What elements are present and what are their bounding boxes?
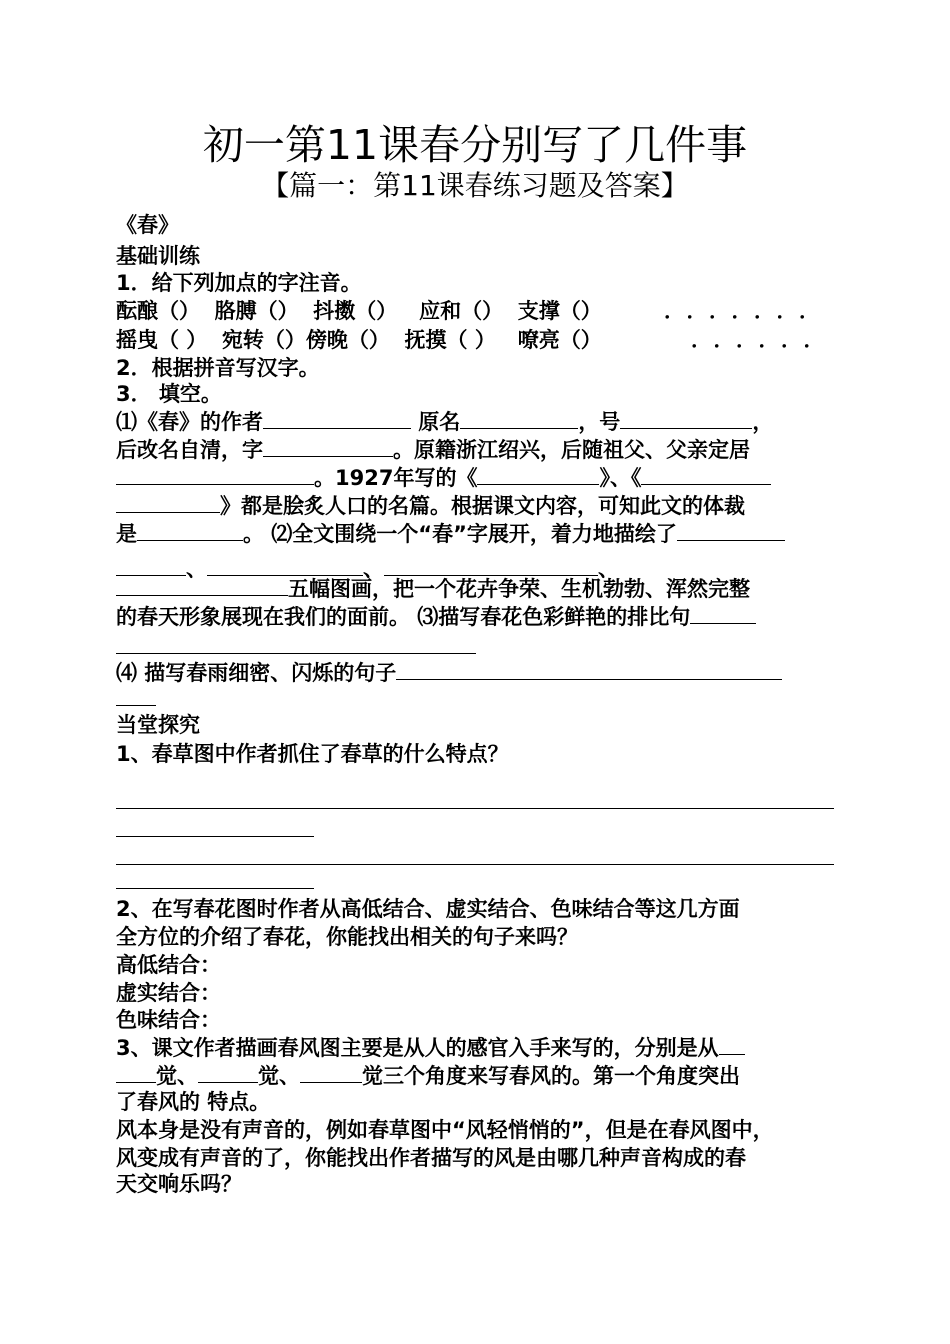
q3-line9: [116, 659, 846, 686]
q2-heading: 2．根据拼音写汉字。: [116, 356, 320, 380]
label-color-scent: 色味结合：: [116, 1008, 221, 1032]
blank-sense-1a[interactable]: [719, 1034, 745, 1055]
blank-picture-2[interactable]: [207, 555, 363, 576]
q3-heading: 3． 填空。: [116, 382, 222, 406]
q1-row2-words: 摇曳（ ） 宛转（）傍晚（） 抚摸（ ） 嘹亮（）: [116, 328, 602, 352]
q3-line2: [116, 436, 846, 463]
sep-2: 、: [363, 557, 384, 581]
blank-residence[interactable]: [116, 464, 314, 485]
blank-spring-rain-cont[interactable]: [116, 705, 156, 706]
label-high-low: 高低结合：: [116, 953, 221, 977]
inquiry-q2-line1: 2、在写春花图时作者从高低结合、虚实结合、色味结合等这几方面: [116, 897, 740, 921]
blank-spring-rain-sentence[interactable]: [396, 659, 782, 680]
work-title: 《春》: [116, 213, 179, 237]
page-title: 初一第11课春分别写了几件事: [202, 121, 748, 169]
q3-line1-a: ⑴《春》的作者: [116, 410, 263, 434]
blank-work-2b[interactable]: [116, 492, 220, 513]
q3-line2-a: 后改名自清，字: [116, 438, 263, 462]
inquiry-q3-line2-a: 觉、: [156, 1064, 198, 1088]
inquiry-q1: 1、春草图中作者抓住了春草的什么特点？: [116, 742, 509, 766]
blank-sense-1b[interactable]: [116, 1062, 156, 1083]
q3-line3: [116, 464, 846, 491]
blank-courtesy-name[interactable]: [263, 436, 393, 457]
inquiry-q3-line6: 天交响乐吗？: [116, 1172, 242, 1196]
q3-line1-c: ，号: [578, 410, 621, 434]
inquiry-q3-line2: [116, 1062, 846, 1089]
q3-line1-d: ，: [752, 410, 774, 434]
blank-picture-4[interactable]: [116, 575, 288, 596]
section-basic-training: 基础训练: [116, 244, 200, 268]
blank-parallel-sentence-cont[interactable]: [116, 653, 476, 654]
answer-line-3[interactable]: [116, 864, 834, 865]
blank-picture-1a[interactable]: [677, 520, 785, 541]
q3-line5: [116, 520, 846, 547]
q1-row1-words: 酝酿（） 胳膊（） 抖擞（） 应和（） 支撑（）: [116, 299, 602, 323]
inquiry-q3-line3: 了春风的 特点。: [116, 1090, 271, 1114]
inquiry-q2-line2: 全方位的介绍了春花，你能找出相关的句子来吗？: [116, 925, 578, 949]
q3-line7: [116, 575, 846, 602]
inquiry-q3-line4: 风本身是没有声音的，例如春草图中“风轻悄悄的”，但是在春风图中，: [116, 1118, 774, 1142]
q1-row1-dots: ．．．．．．．: [664, 299, 832, 323]
q1-row2: [116, 327, 846, 353]
q3-line8: [116, 603, 846, 630]
blank-work-1[interactable]: [477, 464, 599, 485]
blank-picture-1b[interactable]: [116, 555, 186, 576]
blank-sense-3[interactable]: [300, 1062, 362, 1083]
inquiry-q3-line2-b: 觉、: [258, 1064, 300, 1088]
inquiry-q3-line2-c: 觉三个角度来写春风的。第一个角度突出: [362, 1064, 740, 1088]
answer-line-1[interactable]: [116, 808, 834, 809]
blank-picture-3[interactable]: [384, 555, 598, 576]
sep-1: 、: [186, 557, 207, 581]
blank-sense-2[interactable]: [198, 1062, 258, 1083]
q3-line7-a: 五幅图画，把一个花卉争荣、生机勃勃、浑然完整: [288, 577, 750, 601]
page-subtitle: 【篇一：第11课春练习题及答案】: [261, 169, 689, 202]
q1-heading: 1．给下列加点的字注音。: [116, 271, 362, 295]
q3-line3-a: 。1927年写的《: [314, 466, 478, 490]
q3-line5-b: 。 ⑵全文围绕一个“春”字展开，着力地描绘了: [243, 522, 677, 546]
q3-line2-b: 。原籍浙江绍兴，后随祖父、父亲定居: [393, 438, 750, 462]
blank-alias[interactable]: [620, 408, 752, 429]
q3-line8-a: 的春天形象展现在我们的面前。 ⑶描写春花色彩鲜艳的排比句: [116, 605, 691, 629]
inquiry-q3-line5: 风变成有声音的了，你能找出作者描写的风是由哪几种声音构成的春: [116, 1146, 746, 1170]
inquiry-q3-line1: [116, 1034, 846, 1061]
inquiry-q3-line1-text: 3、课文作者描画春风图主要是从人的感官入手来写的，分别是从: [116, 1036, 719, 1060]
q1-row1: [116, 298, 846, 324]
answer-line-4[interactable]: [116, 888, 314, 889]
q3-line3-b: 》、《: [599, 466, 642, 490]
q3-line4: [116, 492, 846, 519]
blank-work-2a[interactable]: [641, 464, 771, 485]
q3-line4-a: 》都是脍炙人口的名篇。根据课文内容，可知此文的体裁: [220, 494, 745, 518]
blank-original-name[interactable]: [460, 408, 578, 429]
section-classroom-inquiry: 当堂探究: [116, 713, 200, 737]
blank-author[interactable]: [263, 408, 411, 429]
answer-line-2[interactable]: [116, 836, 314, 837]
label-real-virtual: 虚实结合：: [116, 981, 221, 1005]
q1-row2-dots: ．．．．．．: [691, 328, 837, 352]
q3-line1: [116, 408, 846, 435]
sep-3: 、: [598, 557, 619, 581]
blank-parallel-sentence[interactable]: [690, 603, 756, 624]
q3-line1-b: 原名: [411, 410, 461, 434]
q3-line9-a: ⑷ 描写春雨细密、闪烁的句子: [116, 661, 397, 685]
q3-line5-a: 是: [116, 522, 137, 546]
blank-genre[interactable]: [137, 520, 243, 541]
